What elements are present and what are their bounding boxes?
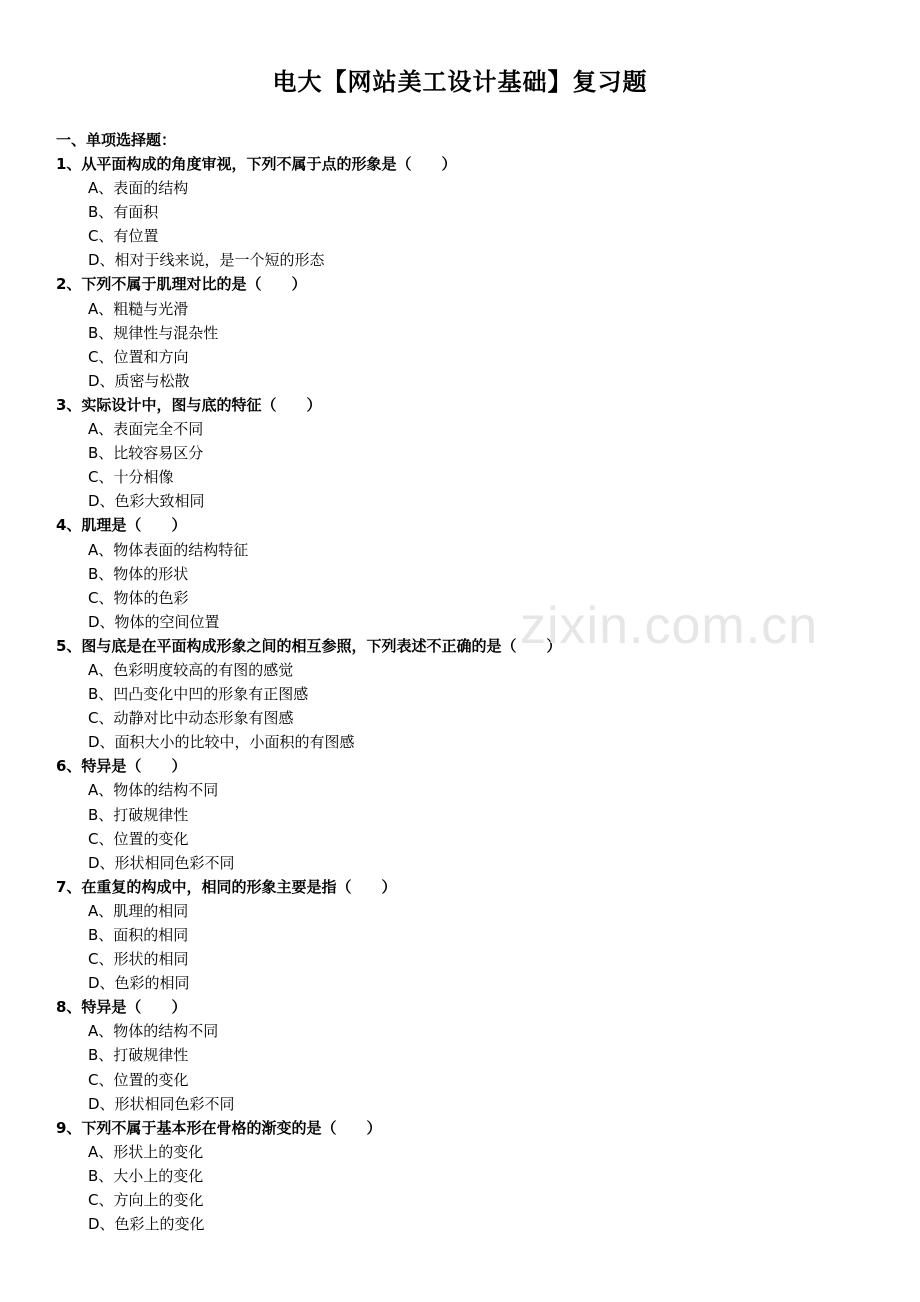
answer-option: C、十分相像	[88, 468, 174, 487]
question-item	[56, 152, 896, 272]
answer-option: A、物体表面的结构特征	[88, 540, 249, 559]
answer-option: B、面积的相同	[88, 926, 189, 944]
answer-option: C、方向上的变化	[88, 1191, 204, 1210]
question-stem: 9、下列不属于基本形在骨格的渐变的是（ ）	[56, 1118, 382, 1137]
answer-option: D、形状相同色彩不同	[88, 1094, 235, 1113]
question-item	[56, 272, 896, 392]
answer-option: C、动静对比中动态形象有图感	[88, 709, 294, 728]
watermark: zixin.com.cn	[520, 597, 819, 655]
answer-option: D、面积大小的比较中，小面积的有图感	[88, 733, 355, 752]
answer-option: A、色彩明度较高的有图的感觉	[88, 660, 294, 679]
answer-option: B、物体的形状	[88, 564, 189, 583]
answer-option: C、位置的变化	[88, 829, 189, 848]
answer-option: A、表面完全不同	[88, 420, 204, 439]
question-stem: 8、特异是（ ）	[56, 998, 187, 1017]
question-stem: 6、特异是（ ）	[56, 757, 187, 776]
answer-option: D、相对于线来说，是一个短的形态	[88, 251, 325, 270]
answer-option: D、色彩大致相同	[88, 492, 205, 511]
question-item	[56, 513, 896, 633]
question-list	[56, 152, 896, 1236]
answer-option: B、大小上的变化	[88, 1166, 204, 1185]
question-item	[56, 995, 896, 1115]
answer-option: A、粗糙与光滑	[88, 299, 189, 318]
question-stem: 5、图与底是在平面构成形象之间的相互参照，下列表述不正确的是（ ）	[56, 636, 562, 655]
answer-option: D、色彩上的变化	[88, 1215, 205, 1234]
answer-option: B、比较容易区分	[88, 444, 204, 463]
answer-option: B、打破规律性	[88, 1046, 189, 1065]
answer-option: A、肌理的相同	[88, 901, 189, 920]
answer-option: A、形状上的变化	[88, 1142, 204, 1161]
answer-option: B、规律性与混杂性	[88, 323, 219, 342]
section-heading: 一、单项选择题：	[56, 131, 177, 149]
question-item	[56, 393, 896, 513]
question-item	[56, 875, 896, 995]
answer-option: B、有面积	[88, 203, 159, 222]
answer-option: C、物体的色彩	[88, 588, 189, 607]
answer-option: C、位置的变化	[88, 1070, 189, 1089]
question-stem: 4、肌理是（ ）	[56, 516, 187, 535]
question-stem: 1、从平面构成的角度审视，下列不属于点的形象是（ ）	[56, 155, 457, 173]
answer-option: A、物体的结构不同	[88, 781, 219, 800]
answer-option: B、打破规律性	[88, 805, 189, 824]
question-item	[56, 1116, 896, 1236]
answer-option: C、位置和方向	[88, 347, 189, 366]
question-item	[56, 754, 896, 874]
answer-option: D、形状相同色彩不同	[88, 853, 235, 872]
question-item	[56, 634, 896, 754]
answer-option: D、物体的空间位置	[88, 612, 220, 631]
answer-option: D、质密与松散	[88, 371, 190, 390]
answer-option: B、凹凸变化中凹的形象有正图感	[88, 685, 309, 704]
answer-option: A、物体的结构不同	[88, 1022, 219, 1041]
question-stem: 7、在重复的构成中，相同的形象主要是指（ ）	[56, 877, 397, 896]
answer-option: A、表面的结构	[88, 179, 189, 198]
answer-option: D、色彩的相同	[88, 974, 190, 993]
document-title: 电大【网站美工设计基础】复习题	[272, 68, 648, 96]
question-stem: 3、实际设计中，图与底的特征（ ）	[56, 395, 322, 414]
question-stem: 2、下列不属于肌理对比的是（ ）	[56, 275, 307, 294]
answer-option: C、形状的相同	[88, 950, 189, 969]
answer-option: C、有位置	[88, 227, 159, 246]
